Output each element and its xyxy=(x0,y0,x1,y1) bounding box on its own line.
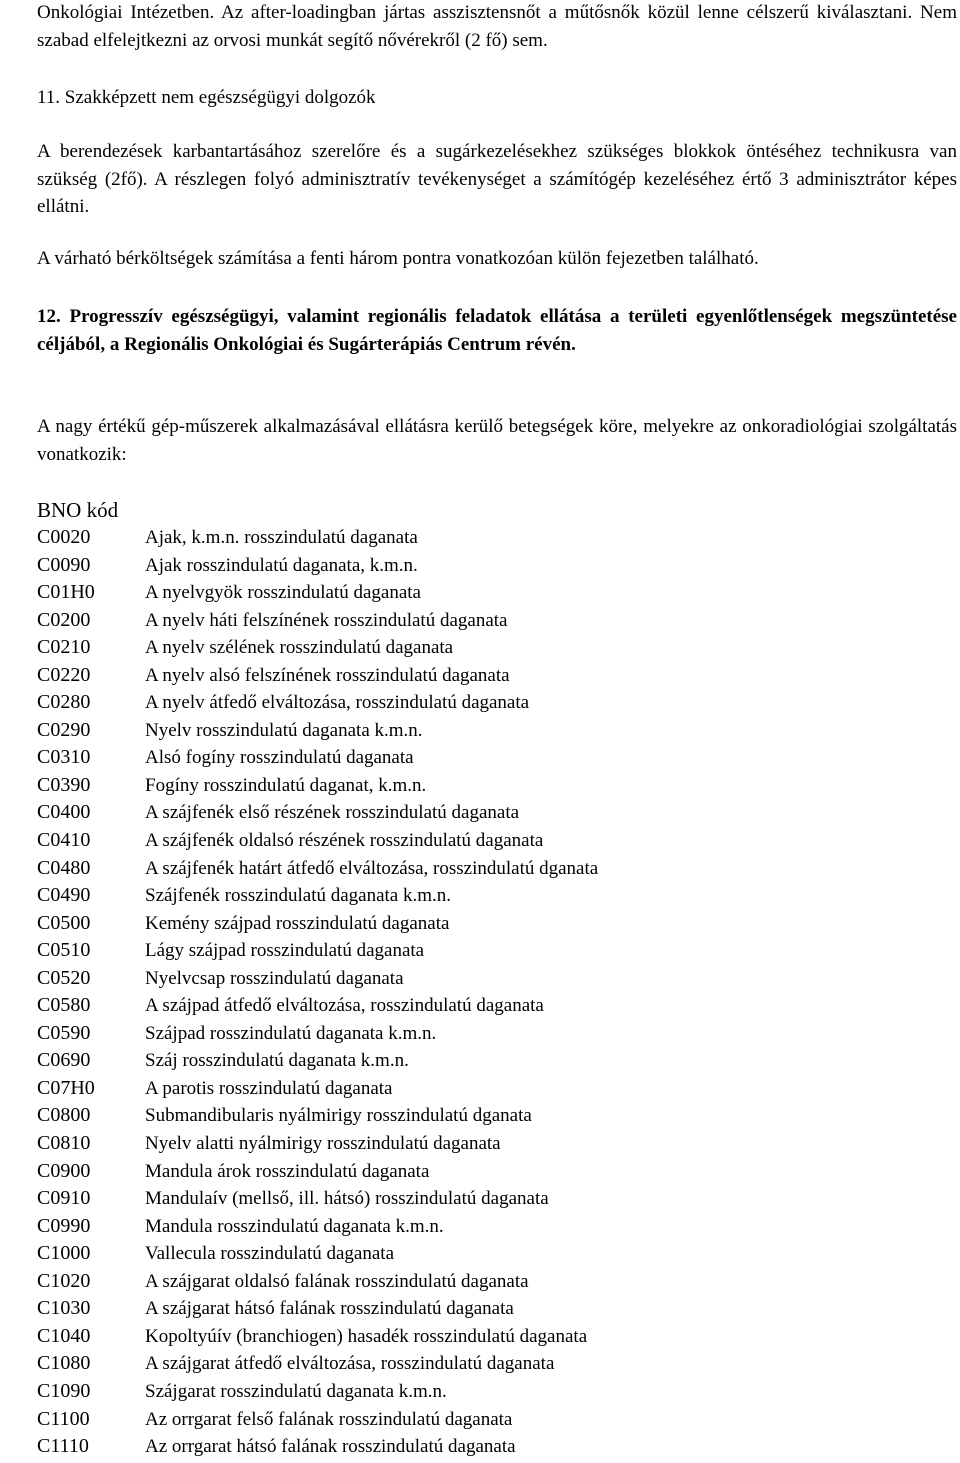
bno-description: A nyelv szélének rosszindulatú daganata xyxy=(145,637,454,659)
bno-row xyxy=(37,992,957,1020)
bno-code: C0520 xyxy=(37,966,91,989)
bno-description: Szájpad rosszindulatú daganata k.m.n. xyxy=(145,1022,437,1044)
bno-row xyxy=(37,827,957,855)
bno-row xyxy=(37,965,957,993)
bno-code: C0220 xyxy=(37,663,91,686)
bno-code: C0090 xyxy=(37,553,91,576)
bno-row xyxy=(37,937,957,965)
bno-description: A szájgarat hátsó falának rosszindulatú daganata xyxy=(145,1298,514,1320)
bno-description: Az orrgarat felső falának rosszindulatú daganata xyxy=(145,1408,513,1430)
bno-code: C0280 xyxy=(37,691,91,714)
bno-code: C0580 xyxy=(37,994,91,1017)
bno-code: C0390 xyxy=(37,773,91,796)
bno-description: Submandibularis nyálmirigy rosszindulatú dganata xyxy=(145,1105,532,1127)
bno-row xyxy=(37,1075,957,1103)
bno-row xyxy=(37,1350,957,1378)
bno-description: Az orrgarat hátsó falának rosszindulatú daganata xyxy=(145,1436,516,1458)
intro-paragraph: Onkológiai Intézetben. Az after-loadingban jártas asszisztensnőt a műtősnők közül lenne célszerű kiválasztani. Nem szabad elfelejtkezni az orvosi munkát segítő nővérekről (2 fő) sem. xyxy=(37,2,957,51)
bno-row xyxy=(37,1102,957,1130)
bno-row xyxy=(37,1406,957,1434)
bno-code: C1100 xyxy=(37,1407,90,1430)
bno-description: A nyelvgyök rosszindulatú daganata xyxy=(145,582,421,604)
bno-description: Száj rosszindulatú daganata k.m.n. xyxy=(145,1050,409,1072)
bno-code: C0290 xyxy=(37,718,91,741)
bno-code: C01H0 xyxy=(37,581,95,604)
bno-code: C1030 xyxy=(37,1297,91,1320)
bno-description: A nyelv alsó felszínének rosszindulatú daganata xyxy=(145,664,510,686)
bno-code: C1040 xyxy=(37,1324,91,1347)
bno-code: C0310 xyxy=(37,746,91,769)
bno-description: A szájfenék határt átfedő elváltozása, rosszindulatú dganata xyxy=(145,857,599,879)
bno-description: A nyelv háti felszínének rosszindulatú daganata xyxy=(145,609,508,631)
section-11-cost-note: A várható bérköltségek számítása a fenti három pontra vonatkozóan külön fejezetben található. xyxy=(37,248,759,269)
bno-row xyxy=(37,1295,957,1323)
bno-code: C0690 xyxy=(37,1049,91,1072)
bno-code: C0480 xyxy=(37,856,91,879)
bno-description: Alsó fogíny rosszindulatú daganata xyxy=(145,747,414,769)
bno-code: C0500 xyxy=(37,911,91,934)
bno-code: C0590 xyxy=(37,1021,91,1044)
bno-row xyxy=(37,634,957,662)
bno-description: A szájgarat oldalsó falának rosszindulatú daganata xyxy=(145,1270,529,1292)
bno-row xyxy=(37,1323,957,1351)
bno-description: A parotis rosszindulatú daganata xyxy=(145,1077,393,1099)
bno-description: Ajak, k.m.n. rosszindulatú daganata xyxy=(145,527,418,548)
bno-description: Kemény szájpad rosszindulatú daganata xyxy=(145,912,450,934)
bno-row xyxy=(37,882,957,910)
bno-code: C1090 xyxy=(37,1379,91,1402)
bno-description: A szájfenék első részének rosszindulatú daganata xyxy=(145,802,520,824)
bno-row xyxy=(37,1158,957,1186)
bno-description: Nyelvcsap rosszindulatú daganata xyxy=(145,967,404,989)
bno-code-header: BNO kód xyxy=(37,498,119,522)
bno-row xyxy=(37,744,957,772)
bno-row xyxy=(37,662,957,690)
bno-description: Ajak rosszindulatú daganata, k.m.n. xyxy=(145,554,418,576)
bno-description: Mandulaív (mellső, ill. hátsó) rosszindulatú daganata xyxy=(145,1188,549,1210)
bno-code: C0810 xyxy=(37,1132,91,1155)
bno-description: Nyelv rosszindulatú daganata k.m.n. xyxy=(145,719,423,741)
bno-code: C0990 xyxy=(37,1214,91,1237)
bno-code: C0910 xyxy=(37,1187,91,1210)
section-12-heading: 12. Progresszív egészségügyi, valamint regionális feladatok ellátása a területi egyenlőtlenségek megszüntetése céljából, a Regionális Onkológiai és Sugárterápiás Centrum révén. xyxy=(37,306,957,355)
bno-description: Vallecula rosszindulatú daganata xyxy=(145,1243,395,1265)
bno-description: A szájgarat átfedő elváltozása, rosszindulatú daganata xyxy=(145,1353,555,1375)
bno-code: C0490 xyxy=(37,884,91,907)
bno-row xyxy=(37,1130,957,1158)
bno-code-list xyxy=(37,524,957,1461)
bno-row xyxy=(37,607,957,635)
bno-code: C0200 xyxy=(37,608,91,631)
bno-row xyxy=(37,579,957,607)
bno-description: Mandula árok rosszindulatú daganata xyxy=(145,1160,430,1182)
bno-description: Szájfenék rosszindulatú daganata k.m.n. xyxy=(145,885,452,907)
bno-code: C1080 xyxy=(37,1352,91,1375)
bno-description: A szájpad átfedő elváltozása, rosszindulatú daganata xyxy=(145,995,544,1017)
bno-code: C0510 xyxy=(37,939,91,962)
bno-row xyxy=(37,1185,957,1213)
section-11-paragraph: A berendezések karbantartásához szerelőre és a sugárkezelésekhez szükséges blokkok öntéséhez technikusra van szükség (2fő). A részlegen folyó adminisztratív tevékenységet a számítógép kezeléséhez értő 3 adminisztrátor képes ellátni. xyxy=(37,141,957,217)
bno-description: Fogíny rosszindulatú daganat, k.m.n. xyxy=(145,774,427,796)
bno-row xyxy=(37,689,957,717)
section-12-paragraph: A nagy értékű gép-műszerek alkalmazásával ellátásra kerülő betegségek köre, melyekre az onkoradiológiai szolgáltatás vonatkozik: xyxy=(37,416,957,465)
bno-row xyxy=(37,524,957,552)
bno-code: C1000 xyxy=(37,1242,91,1265)
bno-row xyxy=(37,799,957,827)
bno-code: C1110 xyxy=(37,1435,89,1458)
bno-code: C07H0 xyxy=(37,1076,95,1099)
bno-code: C0800 xyxy=(37,1104,91,1127)
bno-code: C0400 xyxy=(37,801,91,824)
bno-row xyxy=(37,1213,957,1241)
bno-row xyxy=(37,1378,957,1406)
bno-row xyxy=(37,1433,957,1461)
bno-row xyxy=(37,910,957,938)
bno-row xyxy=(37,1240,957,1268)
bno-row xyxy=(37,717,957,745)
bno-code: C0410 xyxy=(37,829,91,852)
bno-description: Kopoltyúív (branchiogen) hasadék rosszindulatú daganata xyxy=(145,1325,588,1347)
bno-row xyxy=(37,1020,957,1048)
section-11-heading: 11. Szakképzett nem egészségügyi dolgozók xyxy=(37,87,376,108)
bno-description: Nyelv alatti nyálmirigy rosszindulatú daganata xyxy=(145,1133,501,1155)
bno-description: A nyelv átfedő elváltozása, rosszindulatú daganata xyxy=(145,692,530,714)
bno-description: Szájgarat rosszindulatú daganata k.m.n. xyxy=(145,1380,447,1402)
bno-code: C0210 xyxy=(37,636,91,659)
bno-row xyxy=(37,1047,957,1075)
bno-description: Mandula rosszindulatú daganata k.m.n. xyxy=(145,1215,444,1237)
bno-row xyxy=(37,772,957,800)
bno-code: C0020 xyxy=(37,526,91,548)
bno-row xyxy=(37,552,957,580)
bno-row xyxy=(37,1268,957,1296)
bno-code: C0900 xyxy=(37,1159,91,1182)
bno-description: A szájfenék oldalsó részének rosszindulatú daganata xyxy=(145,830,544,852)
bno-code: C1020 xyxy=(37,1269,91,1292)
bno-description: Lágy szájpad rosszindulatú daganata xyxy=(145,940,425,962)
bno-row xyxy=(37,855,957,883)
